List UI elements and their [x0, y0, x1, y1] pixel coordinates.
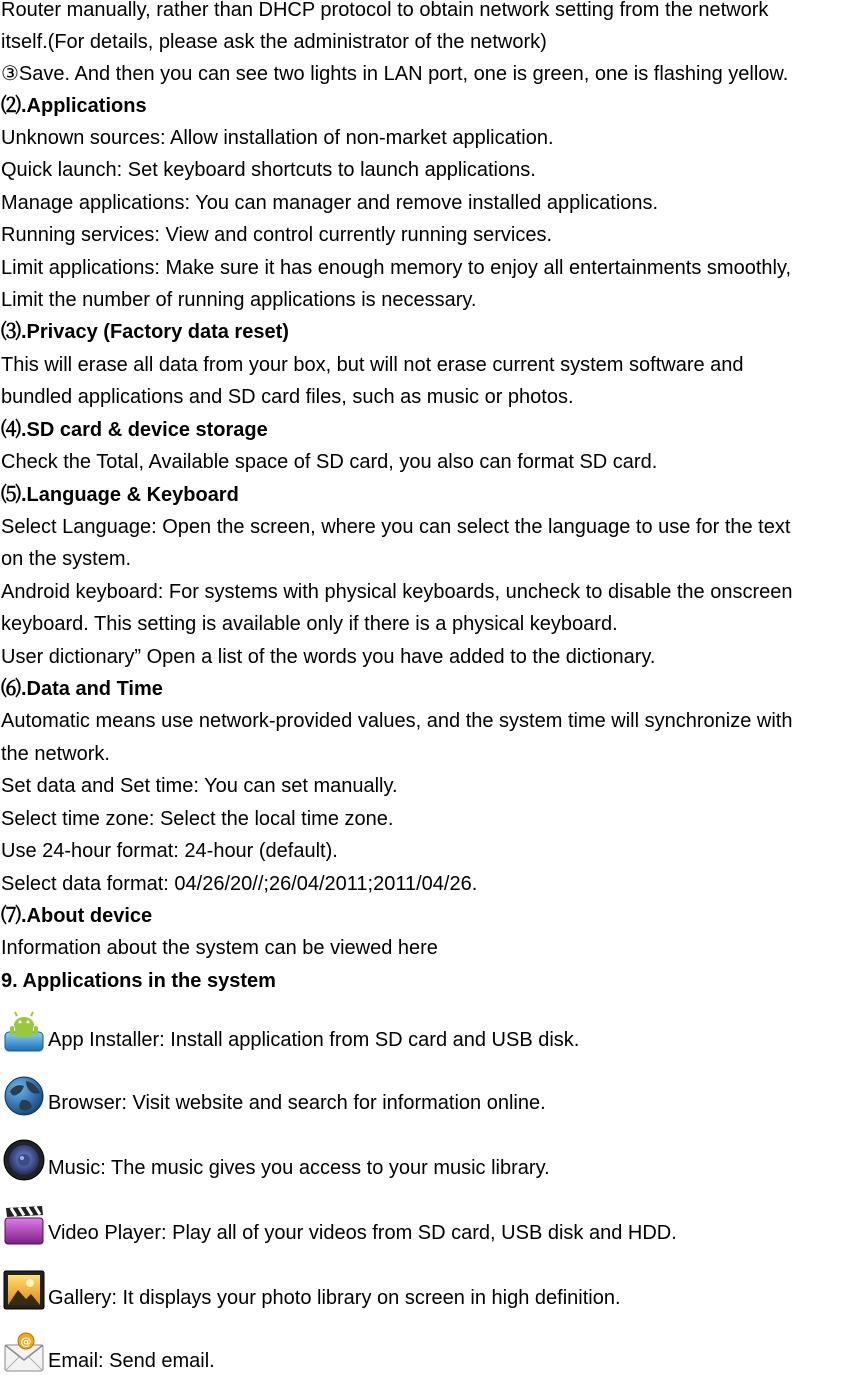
section-heading-applications: ⑵.Applications [1, 95, 147, 117]
app-entry-browser [2, 1071, 546, 1117]
text-line: Limit the number of running applications is necessary. [1, 289, 477, 311]
text-line: itself.(For details, please ask the administrator of the network) [1, 31, 547, 53]
text-line: Android keyboard: For systems with physical keyboards, uncheck to disable the onscreen [1, 581, 793, 603]
gallery-picture-icon [2, 1268, 46, 1312]
section-heading-privacy: ⑶.Privacy (Factory data reset) [1, 321, 289, 343]
section-heading-sd-card: ⑷.SD card & device storage [1, 419, 268, 441]
app-description: Music: The music gives you access to your music library. [48, 1157, 550, 1179]
text-line: Running services: View and control currently running services. [1, 224, 553, 246]
text-line: Router manually, rather than DHCP protocol to obtain network setting from the network [1, 0, 769, 21]
app-installer-icon [2, 1010, 46, 1054]
text-line: Limit applications: Make sure it has enough memory to enjoy all entertainments smoothly, [1, 257, 792, 279]
app-entry-video-player [2, 1201, 677, 1247]
section-heading-applications-in-system: 9. Applications in the system [1, 970, 276, 992]
app-entry-installer [2, 1008, 579, 1054]
app-description: App Installer: Install application from SD card and USB disk. [48, 1029, 580, 1051]
text-line: Automatic means use network-provided values, and the system time will synchronize with [1, 710, 793, 732]
app-entry-gallery [2, 1266, 621, 1312]
app-description: Email: Send email. [48, 1350, 215, 1372]
text-line: Select time zone: Select the local time zone. [1, 808, 394, 830]
app-entry-email [2, 1329, 215, 1375]
text-line: the network. [1, 743, 110, 765]
text-line: User dictionary” Open a list of the words you have added to the dictionary. [1, 646, 656, 668]
browser-globe-icon [2, 1073, 46, 1117]
app-entry-music [2, 1136, 550, 1182]
section-heading-data-time: ⑹.Data and Time [1, 678, 163, 700]
text-line: on the system. [1, 548, 132, 570]
text-line: Unknown sources: Allow installation of non-market application. [1, 127, 554, 149]
text-line: Quick launch: Set keyboard shortcuts to launch applications. [1, 159, 536, 181]
app-description: Video Player: Play all of your videos from SD card, USB disk and HDD. [48, 1222, 677, 1244]
text-line: This will erase all data from your box, but will not erase current system software and [1, 354, 744, 376]
text-line: Set data and Set time: You can set manually. [1, 775, 398, 797]
text-line: Information about the system can be viewed here [1, 937, 438, 959]
section-heading-about: ⑺.About device [1, 905, 153, 927]
app-description: Gallery: It displays your photo library on screen in high definition. [48, 1287, 621, 1309]
text-line: bundled applications and SD card files, such as music or photos. [1, 386, 574, 408]
text-line: Use 24-hour format: 24-hour (default). [1, 840, 338, 862]
text-line: keyboard. This setting is available only if there is a physical keyboard. [1, 613, 618, 635]
text-line: Select Language: Open the screen, where you can select the language to use for the text [1, 516, 791, 538]
app-description: Browser: Visit website and search for information online. [48, 1092, 546, 1114]
text-line: Check the Total, Available space of SD card, you also can format SD card. [1, 451, 658, 473]
music-speaker-icon [2, 1138, 46, 1182]
text-line: Manage applications: You can manager and remove installed applications. [1, 192, 659, 214]
text-line: ③Save. And then you can see two lights in LAN port, one is green, one is flashing yellow. [1, 63, 789, 85]
video-clapper-icon [2, 1203, 46, 1247]
svg-text:@: @ [20, 1335, 32, 1348]
text-line: Select data format: 04/26/20//;26/04/2011;2011/04/26. [1, 873, 478, 895]
section-heading-language: ⑸.Language & Keyboard [1, 484, 239, 506]
email-envelope-icon [2, 1331, 46, 1375]
